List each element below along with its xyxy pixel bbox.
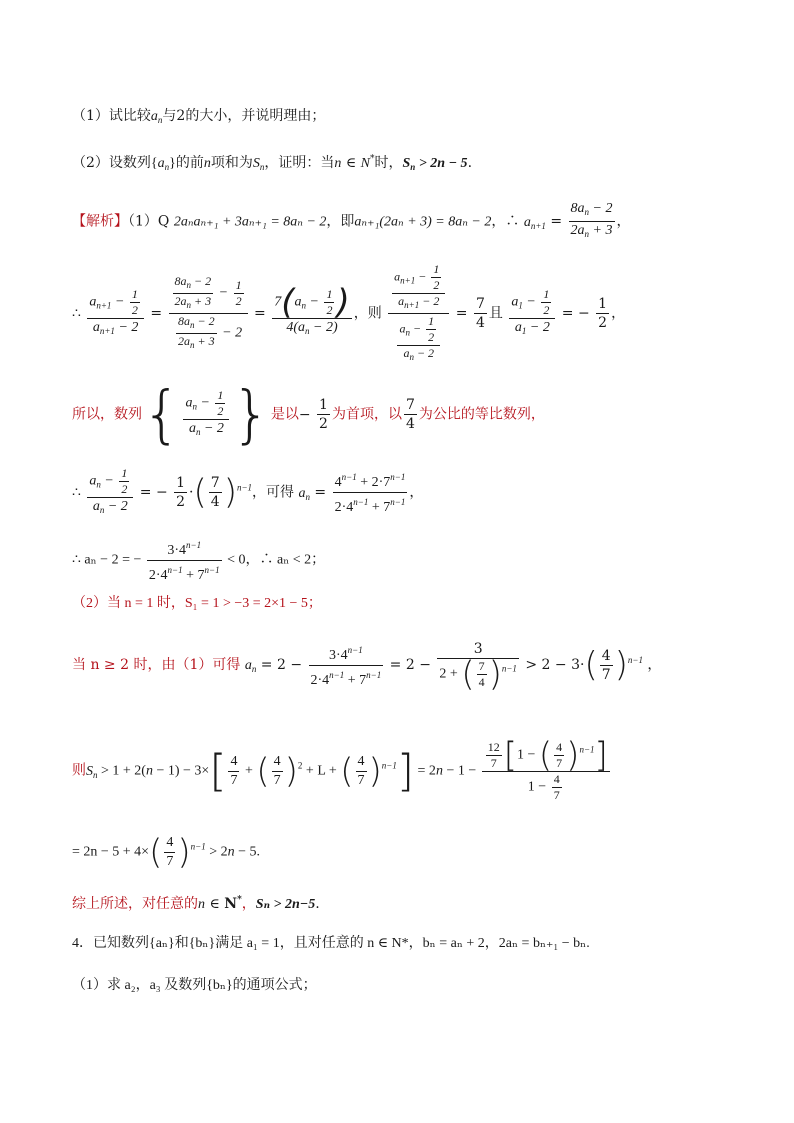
solution-tag: 【解析】 — [72, 213, 128, 230]
solution-line-7: （2）当 n = 1 时，S₁ = 1 > −3 = 2×1 − 5； — [72, 596, 322, 611]
q2-b: 项和为 — [210, 155, 253, 171]
q1-prefix: （1）试比较 — [72, 108, 151, 124]
solution-line-10: = 2n − 5 + 4×( $\frac{4}{7}$ )$^{n-1}$ > 2n − 5. — [72, 832, 261, 873]
solution-line-5: ∴ $a_n$ − $\frac{1}{2}$ $a_n - 2$ = − $\frac{1}{2}$ ·( $\frac{7}{4}$ )$^{n-1}$，可得 $a_n$ = $\frac{4^{n-1} + 2\cdot 7^{n-1}}{2\cdot 4^{n-1} + 7^{n-1}}$ ， — [72, 466, 424, 515]
solution-line-8: 当 n ≥ 2 时，由（1）可得 $a_n = 2$ − $\frac{3\cdot 4^{n-1}}{2\cdot 4^{n-1} + 7^{n-1}}$ = 2 − 3 2 + ( $\frac{7}{4}$ )$^{n-1}$ > 2 − 3·( $\frac{4}{7}$ )$^{n-1}$ ， — [72, 641, 662, 695]
frac-middle: $\frac{8a_n - 2}{2a_n + 3}$ − $\frac{1}{2}$ $\frac{8a_n - 2}{2a_n + 3}$ − 2 — [169, 274, 248, 353]
frac-ratio: $a_{n+1}$ − $\frac{1}{2}$ $a_{n+1} - 2$ $a_n$ − $\frac{1}{2}$ $a_n - 2$ — [388, 262, 449, 365]
question-1 — [72, 106, 325, 130]
q2-a: 的前 — [175, 155, 204, 171]
solution-line-4: 所以，数列{ $a_n$ − $\frac{1}{2}$ $a_n - 2$ }是以− $\frac{1}{2}$ 为首项，以 $\frac{7}{4}$ 为公比的等比数列， — [72, 377, 545, 451]
eq-recurrence: 2aₙaₙ₊₁ + 3aₙ₊₁ = 8aₙ − 2 — [173, 214, 327, 230]
q2-c: ，证明：当 — [264, 155, 335, 171]
q2-d: 时， — [374, 155, 403, 171]
a-n: $a_n$ — [150, 109, 163, 125]
solution-line-11: 综上所述，对任意的n ∈ N*，Sₙ > 2n−5. — [72, 895, 320, 912]
solution-line-9: 则$S_n > 1 + 2(n - 1) - 3\times$[ $\frac{4}{7}$ + ( $\frac{4}{7}$ )$^2$ + L + ( $\frac{4}{7}$ )$^{n-1}$] = 2n − 1 − $\frac{12}{7}$ [1 − ( $\frac{4}{7}$ )$^{n-1}$] 1 − $\frac{4}{7}$ — [72, 735, 608, 802]
question-4: 4．已知数列{aₙ}和{bₙ}满足 a₁ = 1，且对任意的 n ∈ N*，bₙ = aₙ + 2，2aₙ = bₙ₊₁ − bₙ. — [72, 936, 590, 951]
frac-initial: $a_1$ − $\frac{1}{2}$ $a_1 - 2$ — [509, 287, 555, 340]
solution-line-3: ∴ $a_{n+1}$ − $\frac{1}{2}$ $a_{n+1} - 2$ = $\frac{8a_n - 2}{2a_n + 3}$ − $\frac{1}{2}$ $\frac{8a_n - 2}{2a_n + 3}$ − 2 = $7(a_n$ − $\frac{1}{2}$ ) $4(a_n - 2)$ ，则 $a_{n+1}$ − $\frac{1}{2}$ $a_{n+1} - 2$ $a_n$ − $\frac{1}{2}$ $a_n - 2$ = $\frac{7}{4}$ 且 $a_1$ − $\frac{1}{2}$ $a_1 - 2$ = − $\frac{1}{2}$ ， — [72, 262, 625, 365]
frac-lhs: $a_{n+1}$ − $\frac{1}{2}$ $a_{n+1} - 2$ — [87, 287, 144, 340]
q1-text: 与2的大小，并说明理由； — [162, 108, 326, 124]
because-symbol: Q — [157, 213, 170, 230]
solution-line-1: 【解析】（1）Q 2aₙaₙ₊₁ + 3aₙ₊₁ = 8aₙ − 2，即aₙ₊₁(2aₙ + 3) = 8aₙ − 2，∴ $a_{n+1}$ = $\frac{8a_n - 2}{2a_n + 3}$ ， — [72, 200, 631, 243]
frac-an1: $\frac{8a_n - 2}{2a_n + 3}$ — [570, 201, 613, 239]
frac-rhs: $7(a_n$ − $\frac{1}{2}$ ) $4(a_n - 2)$ — [274, 282, 350, 336]
question-2: （2）设数列$\{a_n\}$的前n项和为$S_n$，证明：当n ∈ N*时，$S_n > 2n - 5$. — [72, 154, 473, 172]
eq-recurrence-2: aₙ₊₁(2aₙ + 3) = 8aₙ − 2 — [354, 214, 492, 230]
q2-inequality: $S_n > 2n - 5$ — [402, 156, 468, 172]
q2-prefix: （2）设数列 — [72, 155, 151, 171]
solution-line-6: ∴ aₙ − 2 = − $\frac{3\cdot 4^{n-1}}{2\cdot 4^{n-1} + 7^{n-1}}$ < 0，∴ aₙ < 2； — [72, 536, 325, 585]
question-4-part-1: （1）求 a₂，a₃ 及数列{bₙ}的通项公式； — [72, 978, 317, 993]
set-an: $\{a_n\}$ — [150, 156, 176, 172]
